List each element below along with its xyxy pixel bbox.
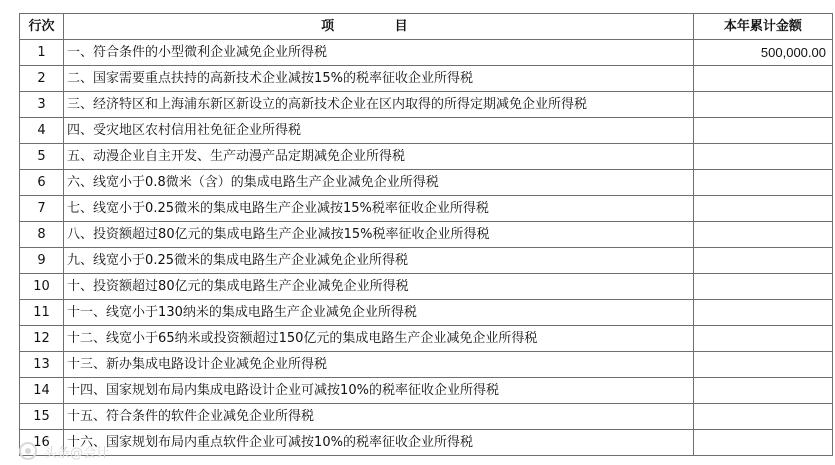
row-number-cell[interactable]: 11 bbox=[20, 300, 64, 326]
row-number-cell[interactable]: 6 bbox=[20, 170, 64, 196]
item-cell[interactable]: 一、符合条件的小型微利企业减免企业所得税 bbox=[64, 40, 694, 66]
amount-cell[interactable] bbox=[693, 404, 832, 430]
item-cell[interactable]: 十三、新办集成电路设计企业减免企业所得税 bbox=[64, 352, 694, 378]
row-number-cell[interactable]: 7 bbox=[20, 196, 64, 222]
amount-cell[interactable] bbox=[693, 300, 832, 326]
item-cell[interactable]: 七、线宽小于0.25微米的集成电路生产企业减按15%税率征收企业所得税 bbox=[64, 196, 694, 222]
row-number-cell[interactable]: 9 bbox=[20, 248, 64, 274]
row-number-cell[interactable]: 3 bbox=[20, 92, 64, 118]
item-cell[interactable]: 九、线宽小于0.25微米的集成电路生产企业减免企业所得税 bbox=[64, 248, 694, 274]
item-cell[interactable]: 十一、线宽小于130纳米的集成电路生产企业减免企业所得税 bbox=[64, 300, 694, 326]
table-row bbox=[20, 144, 833, 170]
amount-cell[interactable] bbox=[693, 430, 832, 456]
tax-relief-table bbox=[19, 13, 833, 456]
row-number-cell[interactable]: 12 bbox=[20, 326, 64, 352]
table-row bbox=[20, 118, 833, 144]
header-item[interactable]: 项 目 bbox=[64, 14, 694, 40]
watermark-text: 头条@会计 bbox=[44, 445, 110, 461]
row-number-cell[interactable]: 5 bbox=[20, 144, 64, 170]
table-row bbox=[20, 430, 833, 456]
table-row bbox=[20, 92, 833, 118]
row-number-cell[interactable]: 4 bbox=[20, 118, 64, 144]
table-row bbox=[20, 300, 833, 326]
table-row bbox=[20, 326, 833, 352]
amount-cell[interactable] bbox=[693, 144, 832, 170]
row-number-cell[interactable]: 8 bbox=[20, 222, 64, 248]
header-amount[interactable]: 本年累计金额 bbox=[693, 14, 832, 40]
row-number-cell[interactable]: 2 bbox=[20, 66, 64, 92]
amount-cell[interactable]: 500,000.00 bbox=[693, 40, 832, 66]
item-cell[interactable]: 十四、国家规划布局内集成电路设计企业可减按10%的税率征收企业所得税 bbox=[64, 378, 694, 404]
amount-cell[interactable] bbox=[693, 222, 832, 248]
item-cell[interactable]: 三、经济特区和上海浦东新区新设立的高新技术企业在区内取得的所得定期减免企业所得税 bbox=[64, 92, 694, 118]
amount-cell[interactable] bbox=[693, 66, 832, 92]
amount-cell[interactable] bbox=[693, 196, 832, 222]
item-cell[interactable]: 十六、国家规划布局内重点软件企业可减按10%的税率征收企业所得税 bbox=[64, 430, 694, 456]
header-row-number[interactable]: 行次 bbox=[20, 14, 64, 40]
table-row bbox=[20, 196, 833, 222]
item-cell[interactable]: 十五、符合条件的软件企业减免企业所得税 bbox=[64, 404, 694, 430]
table-row bbox=[20, 248, 833, 274]
table-row bbox=[20, 40, 833, 66]
table-row bbox=[20, 274, 833, 300]
amount-cell[interactable] bbox=[693, 248, 832, 274]
table-row bbox=[20, 66, 833, 92]
row-number-cell[interactable]: 13 bbox=[20, 352, 64, 378]
item-cell[interactable]: 八、投资额超过80亿元的集成电路生产企业减按15%税率征收企业所得税 bbox=[64, 222, 694, 248]
table-row bbox=[20, 404, 833, 430]
table-row bbox=[20, 222, 833, 248]
amount-cell[interactable] bbox=[693, 326, 832, 352]
item-cell[interactable]: 十二、线宽小于65纳米或投资额超过150亿元的集成电路生产企业减免企业所得税 bbox=[64, 326, 694, 352]
table-row bbox=[20, 378, 833, 404]
item-cell[interactable]: 二、国家需要重点扶持的高新技术企业减按15%的税率征收企业所得税 bbox=[64, 66, 694, 92]
row-number-cell[interactable]: 1 bbox=[20, 40, 64, 66]
header-row bbox=[20, 14, 833, 40]
row-number-cell[interactable]: 15 bbox=[20, 404, 64, 430]
row-number-cell[interactable]: 10 bbox=[20, 274, 64, 300]
item-cell[interactable]: 五、动漫企业自主开发、生产动漫产品定期减免企业所得税 bbox=[64, 144, 694, 170]
amount-cell[interactable] bbox=[693, 274, 832, 300]
item-cell[interactable]: 六、线宽小于0.8微米（含）的集成电路生产企业减免企业所得税 bbox=[64, 170, 694, 196]
row-number-cell[interactable]: 16 bbox=[20, 430, 64, 456]
table-row bbox=[20, 352, 833, 378]
row-number-cell[interactable]: 14 bbox=[20, 378, 64, 404]
item-cell[interactable]: 十、投资额超过80亿元的集成电路生产企业减免企业所得税 bbox=[64, 274, 694, 300]
table-row bbox=[20, 170, 833, 196]
amount-cell[interactable] bbox=[693, 118, 832, 144]
amount-cell[interactable] bbox=[693, 352, 832, 378]
amount-cell[interactable] bbox=[693, 378, 832, 404]
table-body bbox=[20, 40, 833, 456]
amount-cell[interactable] bbox=[693, 170, 832, 196]
item-cell[interactable]: 四、受灾地区农村信用社免征企业所得税 bbox=[64, 118, 694, 144]
amount-cell[interactable] bbox=[693, 92, 832, 118]
